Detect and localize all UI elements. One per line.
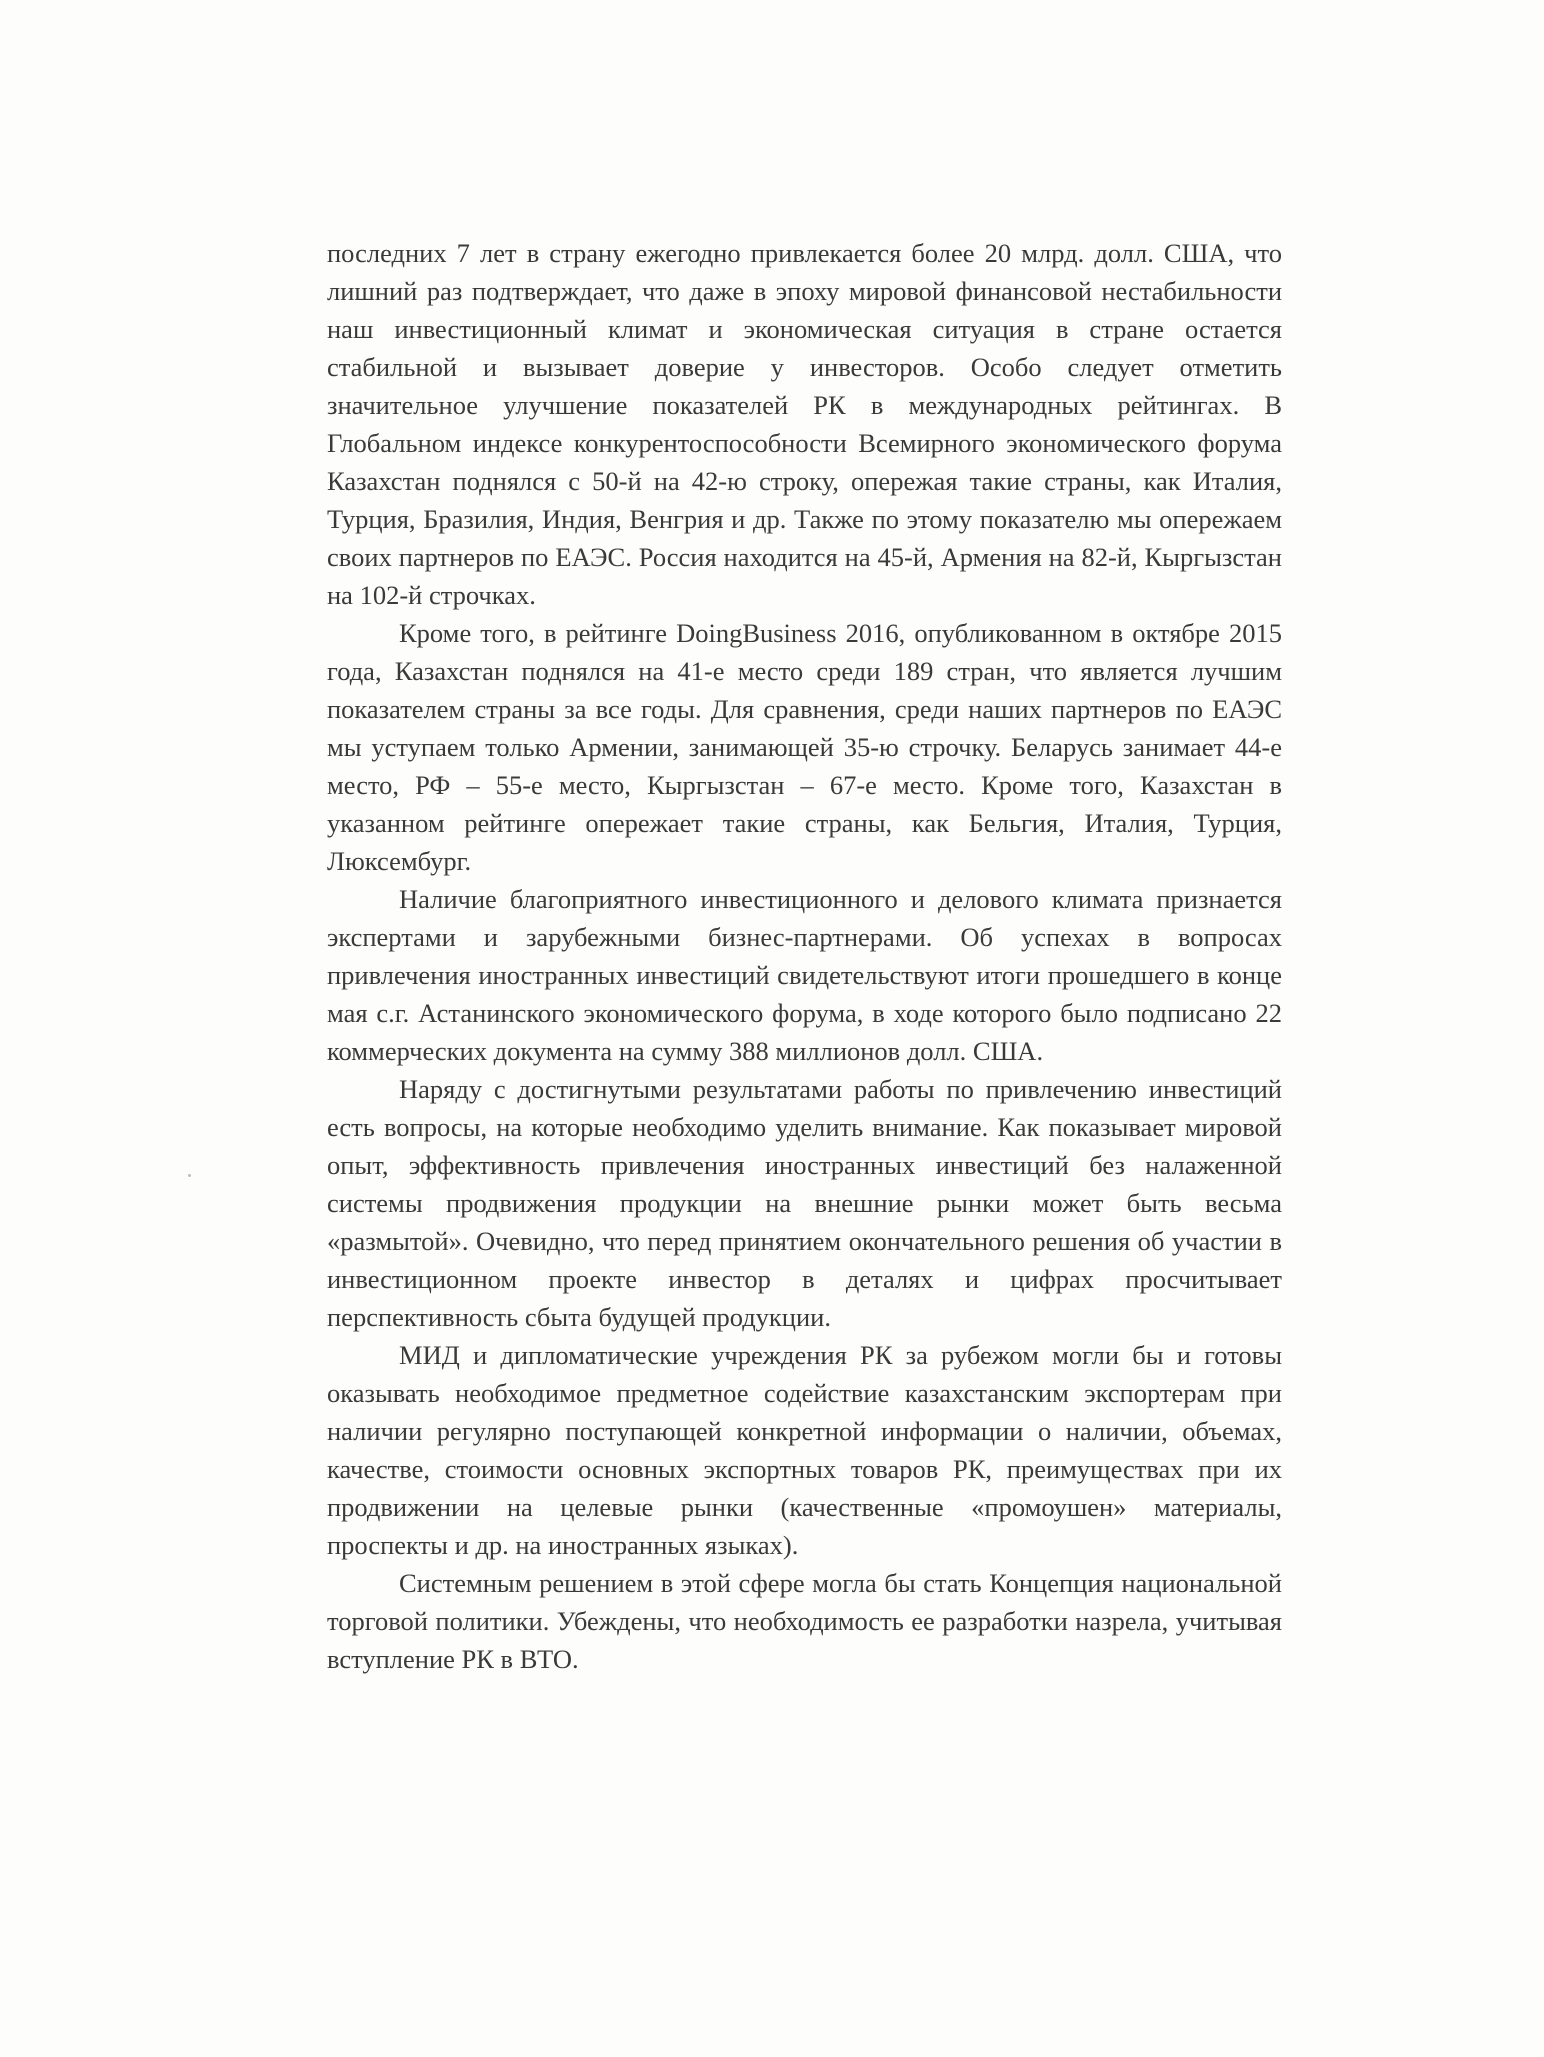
paragraph-5: МИД и дипломатические учреждения РК за рубежом могли бы и готовы оказывать необходимое предметное содействие казахстанским экспортерам при наличии регулярно поступающей конкретной информации о наличии, объемах, качестве, стоимости основных экспортных товаров РК, преимуществах при их продвижении на целевые рынки (качественные «промоушен» материалы, проспекты и др. на иностранных языках). (327, 1340, 1282, 1560)
document-page (327, 234, 1282, 1678)
paragraph-1: последних 7 лет в страну ежегодно привлекается более 20 млрд. долл. США, что лишний раз подтверждает, что даже в эпоху мировой финансовой нестабильности наш инвестиционный климат и экономическая ситуация в стране остается стабильной и вызывает доверие у инвесторов. Особо следует отметить значительное улучшение показателей РК в международных рейтингах. В Глобальном индексе конкурентоспособности Всемирного экономического форума Казахстан поднялся с 50-й на 42-ю строку, опережая такие страны, как Италия, Турция, Бразилия, Индия, Венгрия и др. Также по этому показателю мы опережаем своих партнеров по ЕАЭС. Россия находится на 45-й, Армения на 82-й, Кыргызстан на 102-й строчках. (327, 238, 1282, 610)
scan-speck (188, 1174, 191, 1177)
paragraph-2: Кроме того, в рейтинге DoingBusiness 2016, опубликованном в октябре 2015 года, Казахстан поднялся на 41-е место среди 189 стран, что является лучшим показателем страны за все годы. Для сравнения, среди наших партнеров по ЕАЭС мы уступаем только Армении, занимающей 35-ю строчку. Беларусь занимает 44-е место, РФ – 55-е место, Кыргызстан – 67-е место. Кроме того, Казахстан в указанном рейтинге опережает такие страны, как Бельгия, Италия, Турция, Люксембург. (327, 618, 1282, 876)
paragraph-3: Наличие благоприятного инвестиционного и делового климата признается экспертами и зарубежными бизнес-партнерами. Об успехах в вопросах привлечения иностранных инвестиций свидетельствуют итоги прошедшего в конце мая с.г. Астанинского экономического форума, в ходе которого было подписано 22 коммерческих документа на сумму 388 миллионов долл. США. (327, 884, 1282, 1066)
paragraph-6: Системным решением в этой сфере могла бы стать Концепция национальной торговой политики. Убеждены, что необходимость ее разработки назрела, учитывая вступление РК в ВТО. (327, 1568, 1282, 1674)
paragraph-4: Наряду с достигнутыми результатами работы по привлечению инвестиций есть вопросы, на которые необходимо уделить внимание. Как показывает мировой опыт, эффективность привлечения иностранных инвестиций без налаженной системы продвижения продукции на внешние рынки может быть весьма «размытой». Очевидно, что перед принятием окончательного решения об участии в инвестиционном проекте инвестор в деталях и цифрах просчитывает перспективность сбыта будущей продукции. (327, 1074, 1282, 1332)
